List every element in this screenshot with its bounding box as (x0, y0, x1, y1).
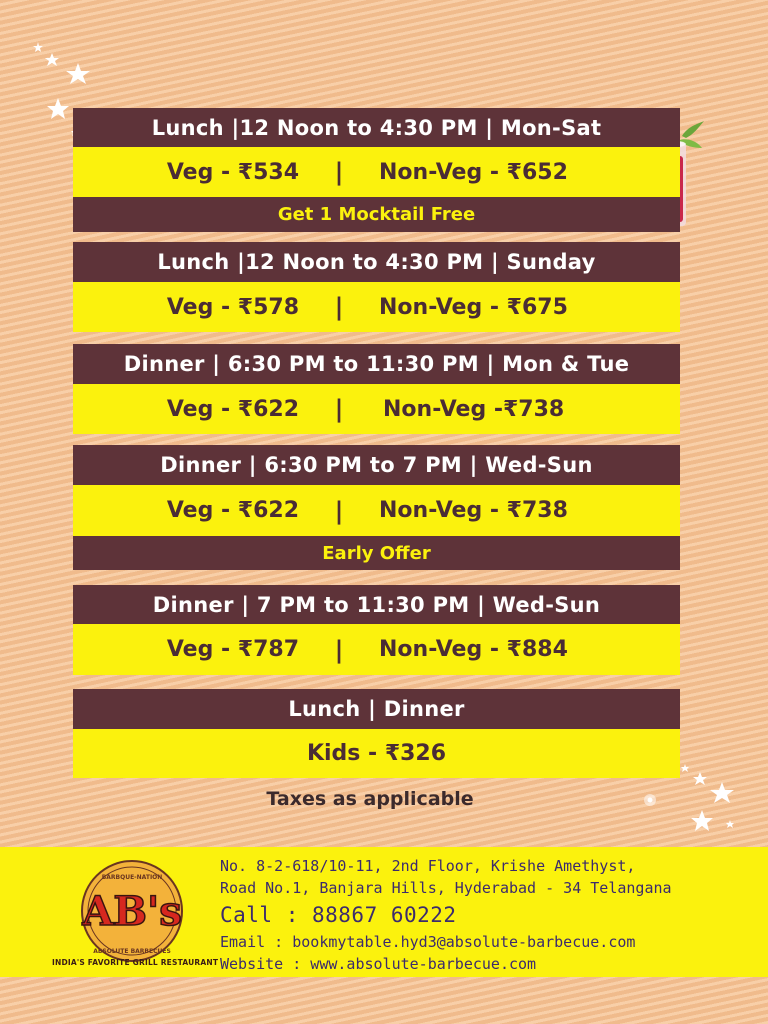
price-separator: | (334, 293, 344, 321)
kids-price: Kids - ₹326 (73, 729, 680, 778)
veg-price: Veg - ₹787 (166, 637, 299, 662)
taxes-note: Taxes as applicable (266, 788, 474, 810)
logo-wordmark: AB's (82, 888, 182, 935)
section-header: Dinner | 6:30 PM to 11:30 PM | Mon & Tue (73, 344, 680, 384)
price-separator: | (334, 496, 344, 525)
email-link[interactable]: Email : bookmytable.hyd3@absolute-barbecue.com (220, 933, 636, 951)
abs-logo (58, 859, 208, 969)
star-icon (693, 772, 707, 785)
star-icon (726, 820, 734, 828)
price-row (73, 147, 680, 197)
offer-note: Get 1 Mocktail Free (73, 197, 680, 232)
menu-block-kids (73, 689, 680, 778)
star-icon (33, 42, 43, 52)
menu-block-dinner-mon-tue (73, 344, 680, 434)
veg-price: Veg - ₹622 (166, 498, 299, 523)
star-icon (681, 764, 689, 772)
price-row (73, 624, 680, 675)
nonveg-price: Non-Veg - ₹652 (379, 159, 568, 185)
veg-price: Veg - ₹622 (166, 396, 299, 422)
menu-block-dinner-wed-sun (73, 585, 680, 675)
phone-number[interactable]: Call : 88867 60222 (220, 903, 457, 927)
nonveg-price: Non-Veg - ₹738 (379, 498, 568, 523)
star-icon (45, 53, 59, 66)
price-row (73, 485, 680, 536)
address-line-2: Road No.1, Banjara Hills, Hyderabad - 34 Telangana (220, 879, 672, 897)
section-header: Dinner | 7 PM to 11:30 PM | Wed-Sun (73, 585, 680, 624)
veg-price: Veg - ₹578 (166, 294, 299, 320)
price-row (73, 384, 680, 434)
price-separator: | (334, 635, 344, 664)
logo-ring-bottom: ABSOLUTE BARBECUES (93, 948, 171, 955)
section-header: Lunch | Dinner (73, 689, 680, 729)
menu-block-lunch-sunday (73, 242, 680, 332)
footer (0, 847, 768, 977)
star-icon (691, 810, 713, 831)
offer-note: Early Offer (73, 536, 680, 570)
logo-ring-top: BARBQUE-NATION (101, 874, 163, 881)
website-link[interactable]: Website : www.absolute-barbecue.com (220, 955, 537, 973)
veg-price: Veg - ₹534 (166, 159, 299, 185)
price-row (73, 282, 680, 332)
contact-info (220, 855, 672, 975)
star-icon (47, 98, 69, 119)
section-header: Dinner | 6:30 PM to 7 PM | Wed-Sun (73, 445, 680, 485)
nonveg-price: Non-Veg - ₹884 (379, 637, 568, 662)
menu-block-dinner-early (73, 445, 680, 570)
price-separator: | (334, 395, 344, 423)
menu-block-lunch-mon-sat (73, 108, 680, 232)
logo-tagline: INDIA'S FAVORITE GRILL RESTAURANT (52, 958, 219, 967)
section-header: Lunch |12 Noon to 4:30 PM | Mon-Sat (73, 108, 680, 147)
address-line-1: No. 8-2-618/10-11, 2nd Floor, Krishe Amethyst, (220, 857, 636, 875)
section-header: Lunch |12 Noon to 4:30 PM | Sunday (73, 242, 680, 282)
star-icon (66, 63, 90, 84)
nonveg-price: Non-Veg -₹738 (383, 396, 565, 422)
nonveg-price: Non-Veg - ₹675 (379, 294, 568, 320)
price-separator: | (334, 158, 344, 186)
